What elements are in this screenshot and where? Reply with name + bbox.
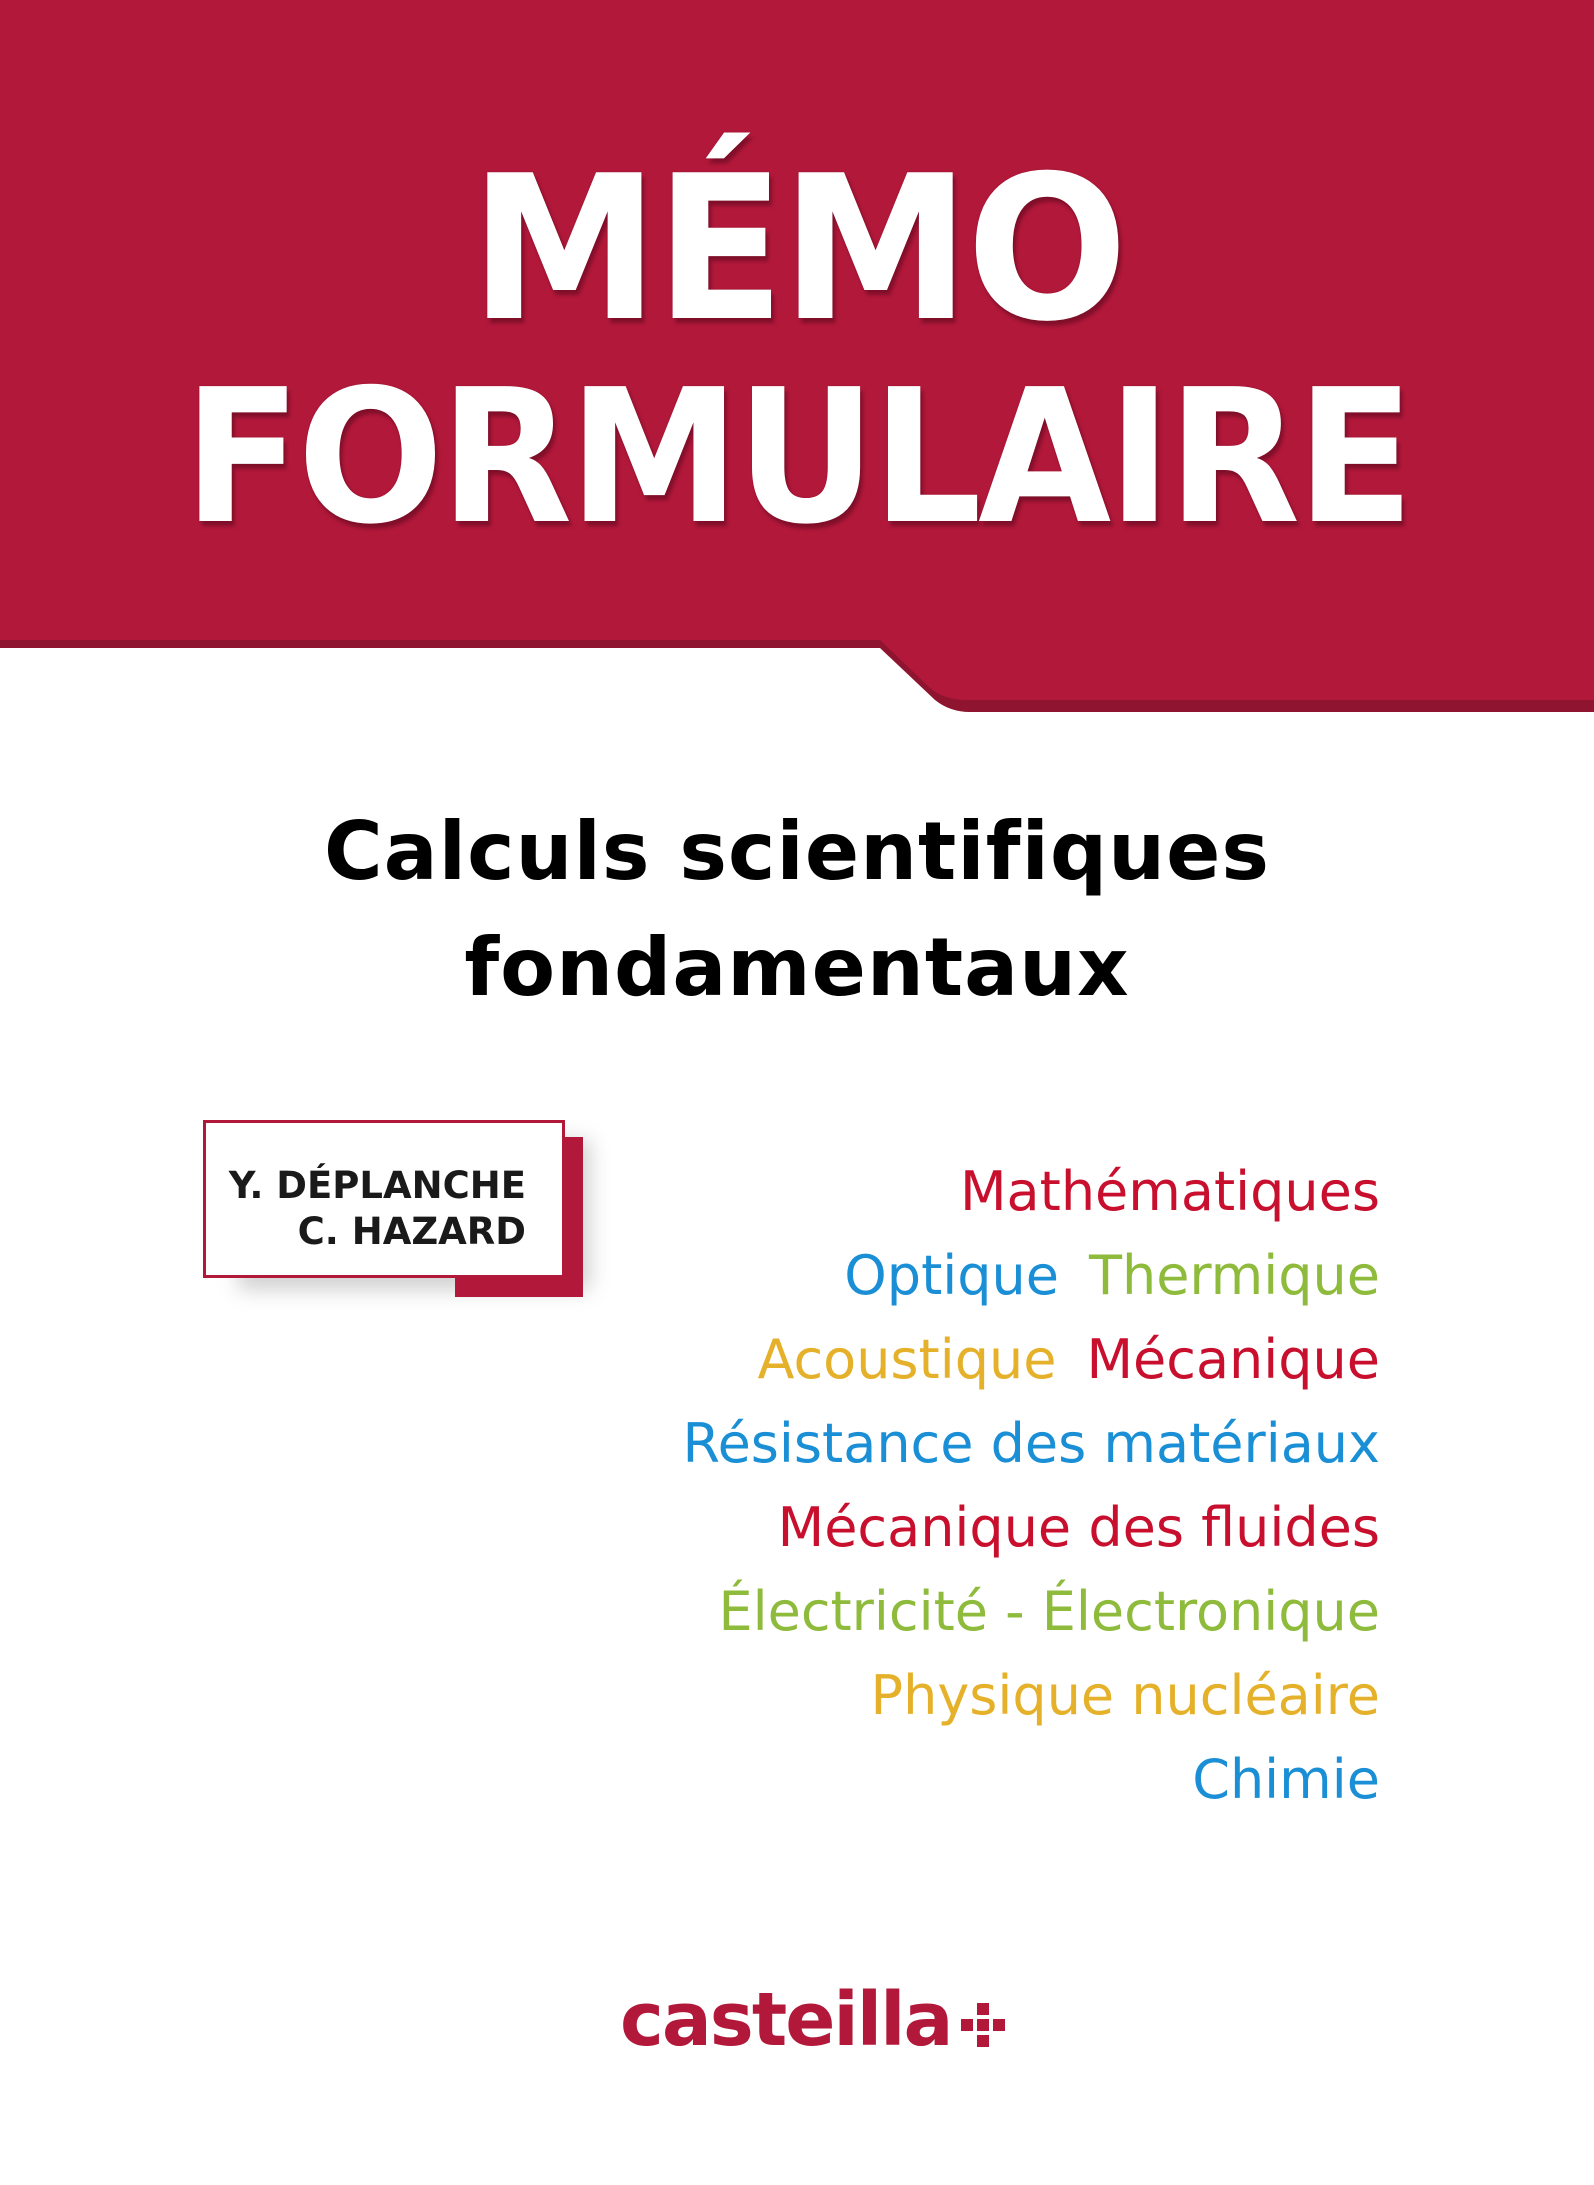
subject-item: Thermique (1088, 1244, 1380, 1307)
subject-line (380, 1150, 1380, 1234)
subtitle-line-1: Calculs scientifiques (323, 805, 1271, 898)
subject-item: Optique (844, 1244, 1059, 1307)
subject-item: Mathématiques (959, 1160, 1380, 1223)
subject-line (380, 1570, 1380, 1654)
subject-item: Mécanique (1086, 1328, 1380, 1391)
subject-list (380, 1150, 1380, 1822)
publisher-logo (620, 1975, 1005, 2065)
subject-item: Mécanique des fluides (777, 1496, 1380, 1559)
subject-item: Chimie (1192, 1748, 1380, 1811)
subject-item: Résistance des matériaux (682, 1412, 1380, 1475)
pixel-cross-icon (961, 2003, 1005, 2047)
subtitle-line-2: fondamentaux (464, 921, 1130, 1014)
subject-line (380, 1402, 1380, 1486)
subject-item: Acoustique (757, 1328, 1057, 1391)
author-name: C. HAZARD (297, 1210, 526, 1253)
subject-line (380, 1654, 1380, 1738)
subject-item: Physique nucléaire (870, 1664, 1380, 1727)
title-line-formulaire: FORMULAIRE (183, 349, 1411, 565)
publisher-name: casteilla (620, 1977, 952, 2063)
subject-item: Électricité - Électronique (718, 1580, 1380, 1643)
subject-line (380, 1738, 1380, 1822)
author-name: Y. DÉPLANCHE (228, 1164, 526, 1207)
subject-line (380, 1318, 1380, 1402)
subject-line (380, 1234, 1380, 1318)
title-line-memo: MÉMO (469, 133, 1125, 366)
subject-line (380, 1486, 1380, 1570)
